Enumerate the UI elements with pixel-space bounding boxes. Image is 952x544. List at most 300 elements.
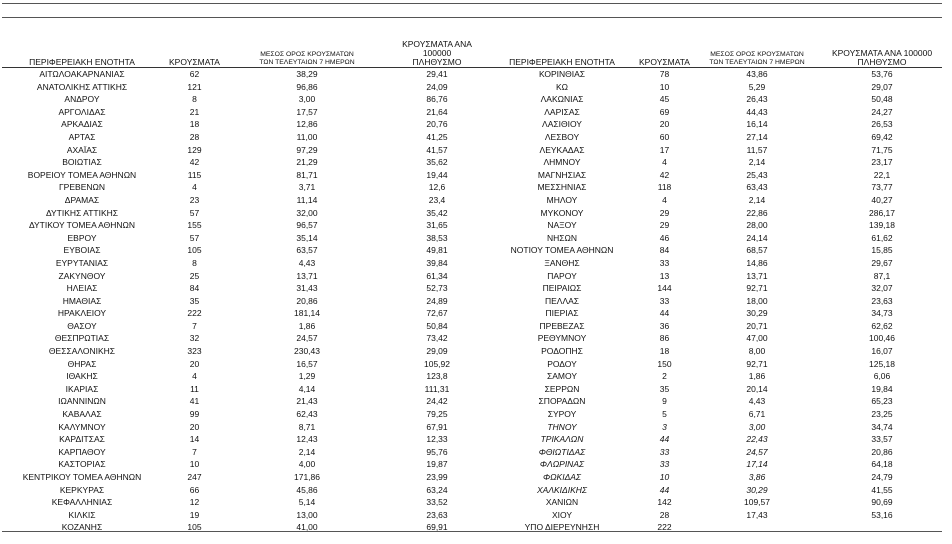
right-avg-7day-value: 92,71: [746, 358, 768, 369]
left-region-name: ΗΛΕΙΑΣ: [66, 283, 98, 294]
right-cases-value: 33: [659, 459, 670, 470]
left-avg-7day-value: 13,00: [296, 509, 318, 520]
table-row: [2, 131, 942, 144]
left-cases-value: 105: [187, 522, 202, 533]
right-avg-7day-value: [692, 521, 822, 534]
left-rate-per-100k-value: 52,73: [426, 283, 448, 294]
left-region-name: ΑΡΓΟΛΙΔΑΣ: [58, 106, 106, 117]
right-cases-value: 4: [662, 194, 667, 205]
right-region-name: ΛΑΚΩΝΙΑΣ: [540, 94, 584, 105]
right-cases-value: 44: [659, 434, 670, 445]
left-rate-per-100k-value: 38,53: [426, 232, 448, 243]
left-rate-per-100k-value: 63,24: [426, 484, 448, 495]
left-region-name: ΔΥΤΙΚΟΥ ΤΟΜΕΑ ΑΘΗΝΩΝ: [28, 220, 136, 231]
header-avg-line1: ΜΕΣΟΣ ΟΡΟΣ ΚΡΟΥΣΜΑΤΩΝ: [260, 51, 354, 58]
left-rate-per-100k-value: 31,65: [426, 220, 448, 231]
right-region-name: ΚΟΡΙΝΘΙΑΣ: [538, 69, 586, 79]
left-avg-7day-value: 24,57: [296, 333, 318, 344]
left-avg-7day-value: 13,71: [296, 270, 318, 281]
left-rate-per-100k-value: 39,84: [426, 257, 448, 268]
right-cases-value: 44: [659, 484, 670, 495]
right-region-name: ΛΑΣΙΘΙΟΥ: [542, 119, 582, 130]
header-region: ΠΕΡΙΦΕΡΕΙΑΚΗ ΕΝΟΤΗΤΑ: [2, 40, 162, 68]
table-row: [2, 232, 942, 245]
header-region-right: ΠΕΡΙΦΕΡΕΙΑΚΗ ΕΝΟΤΗΤΑ: [487, 40, 637, 68]
right-cases-value: 35: [659, 383, 670, 394]
right-rate-per-100k-value: 24,79: [871, 472, 893, 482]
right-cases-value: 144: [657, 283, 672, 294]
right-cases-value: 46: [659, 232, 670, 243]
right-avg-7day-value: 30,29: [746, 484, 768, 495]
right-cases-value: 29: [659, 207, 670, 218]
right-avg-7day-value: 3,00: [748, 421, 766, 432]
right-rate-per-100k-value: 32,07: [871, 283, 893, 294]
right-rate-per-100k-value: 62,62: [871, 320, 893, 331]
left-rate-per-100k-value: 50,84: [426, 320, 448, 331]
right-region-name: ΠΡΕΒΕΖΑΣ: [539, 320, 585, 331]
right-rate-per-100k-value: 6,06: [873, 371, 891, 382]
left-cases-value: 7: [192, 320, 197, 331]
table-row: [2, 144, 942, 157]
right-cases-value: 9: [662, 396, 667, 407]
left-cases-value: 23: [189, 194, 200, 205]
left-region-name: ΕΒΡΟΥ: [67, 232, 97, 243]
left-cases-value: 247: [187, 472, 202, 482]
left-cases-value: 4: [192, 371, 197, 382]
left-cases-value: 32: [189, 333, 200, 344]
left-avg-7day-value: 5,14: [298, 497, 316, 508]
left-region-name: ΚΑΒΑΛΑΣ: [62, 409, 102, 420]
left-region-name: ΘΕΣΣΑΛΟΝΙΚΗΣ: [48, 346, 116, 357]
right-region-name: ΣΥΡΟΥ: [547, 409, 577, 420]
right-avg-7day-value: 109,57: [744, 497, 770, 508]
right-region-name: ΡΟΔΟΥ: [547, 358, 577, 369]
table-row: [2, 282, 942, 295]
left-region-name: ΕΥΒΟΙΑΣ: [63, 245, 101, 256]
left-cases-value: 57: [189, 232, 200, 243]
left-region-name: ΖΑΚΥΝΘΟΥ: [58, 270, 106, 281]
table-row: [2, 370, 942, 383]
left-rate-per-100k-value: 105,92: [424, 358, 450, 369]
right-avg-7day-value: 14,86: [746, 257, 768, 268]
left-cases-value: 41: [189, 396, 200, 407]
table-row: [2, 332, 942, 345]
header-rate-line2: ΠΛΗΘΥΣΜΟ: [412, 57, 462, 67]
right-cases-value: 3: [662, 421, 667, 432]
left-rate-per-100k-value: 24,42: [426, 396, 448, 407]
right-region-name: ΧΑΛΚΙΔΙΚΗΣ: [536, 484, 587, 495]
right-avg-7day-value: 6,71: [748, 409, 766, 420]
right-region-name: ΝΟΤΙΟΥ ΤΟΜΕΑ ΑΘΗΝΩΝ: [510, 245, 614, 256]
header-rate-line1-right: ΚΡΟΥΣΜΑΤΑ ΑΝΑ 100000: [831, 48, 933, 58]
right-rate-per-100k-value: 33,57: [871, 434, 893, 445]
left-rate-per-100k-value: 19,44: [426, 169, 448, 180]
right-rate-per-100k-value: 20,86: [871, 446, 893, 457]
right-avg-7day-value: 43,86: [746, 69, 768, 79]
left-avg-7day-value: 41,00: [296, 522, 318, 533]
header-cases: ΚΡΟΥΣΜΑΤΑ: [162, 40, 227, 68]
table-row: [2, 156, 942, 169]
left-avg-7day-value: 45,86: [296, 484, 318, 495]
right-region-name: ΧΙΟΥ: [551, 509, 573, 520]
left-region-name: ΙΩΑΝΝΙΝΩΝ: [58, 396, 106, 407]
table-row: [2, 395, 942, 408]
left-avg-7day-value: 4,43: [298, 257, 316, 268]
left-rate-per-100k-value: 12,33: [426, 434, 448, 445]
right-cases-value: 60: [659, 131, 670, 142]
table-row: [2, 244, 942, 257]
table-row: [2, 345, 942, 358]
left-avg-7day-value: 3,00: [298, 94, 316, 105]
left-cases-value: 35: [189, 295, 200, 306]
right-rate-per-100k-value: 73,77: [871, 182, 893, 193]
right-cases-value: 5: [662, 409, 667, 420]
left-avg-7day-value: 35,14: [296, 232, 318, 243]
table-row: [2, 219, 942, 232]
right-region-name: ΤΡΙΚΑΛΩΝ: [540, 434, 584, 445]
right-cases-value: 44: [659, 308, 670, 319]
right-cases-value: 42: [659, 169, 670, 180]
left-cases-value: 12: [189, 497, 200, 508]
right-avg-7day-value: 8,00: [748, 346, 766, 357]
left-region-name: ΚΑΣΤΟΡΙΑΣ: [58, 459, 106, 470]
left-avg-7day-value: 81,71: [296, 169, 318, 180]
right-avg-7day-value: 2,14: [748, 157, 766, 168]
left-avg-7day-value: 38,29: [296, 69, 318, 79]
right-avg-7day-value: 25,43: [746, 169, 768, 180]
left-region-name: ΓΡΕΒΕΝΩΝ: [59, 182, 105, 193]
left-region-name: ΑΝΔΡΟΥ: [64, 94, 100, 105]
left-avg-7day-value: 63,57: [296, 245, 318, 256]
table-row: [2, 509, 942, 522]
left-rate-per-100k-value: 69,91: [426, 522, 448, 533]
header-avg: [227, 40, 387, 68]
right-cases-value: 10: [659, 81, 670, 92]
right-avg-7day-value: 22,43: [746, 434, 768, 445]
right-region-name: ΝΑΞΟΥ: [547, 220, 577, 231]
table-row: [2, 433, 942, 446]
right-region-name: ΜΕΣΣΗΝΙΑΣ: [537, 182, 587, 193]
left-rate-per-100k-value: 24,89: [426, 295, 448, 306]
left-rate-per-100k-value: 72,67: [426, 308, 448, 319]
left-region-name: ΙΘΑΚΗΣ: [66, 371, 98, 382]
left-cases-value: 222: [187, 308, 202, 319]
table-row: [2, 307, 942, 320]
left-cases-value: 121: [187, 81, 202, 92]
left-cases-value: 18: [189, 119, 200, 130]
right-cases-value: 17: [659, 144, 670, 155]
right-cases-value: 86: [659, 333, 670, 344]
right-rate-per-100k-value: 23,63: [871, 295, 893, 306]
table-row: [2, 181, 942, 194]
right-region-name: ΦΘΙΩΤΙΔΑΣ: [538, 446, 586, 457]
header-rate-right: [822, 40, 942, 68]
table-row: [2, 458, 942, 471]
table-row: [2, 118, 942, 131]
header-rate-line1: ΚΡΟΥΣΜΑΤΑ ΑΝΑ 100000: [402, 39, 472, 58]
left-cases-value: 66: [189, 484, 200, 495]
left-avg-7day-value: 32,00: [296, 207, 318, 218]
right-region-name: ΡΕΘΥΜΝΟΥ: [537, 333, 587, 344]
right-rate-per-100k-value: 65,23: [871, 396, 893, 407]
left-region-name: ΑΙΤΩΛΟΑΚΑΡΝΑΝΙΑΣ: [39, 69, 125, 79]
right-cases-value: 36: [659, 320, 670, 331]
right-avg-7day-value: 44,43: [746, 106, 768, 117]
right-region-name: ΤΗΝΟΥ: [547, 421, 577, 432]
right-cases-value: 222: [657, 522, 672, 533]
left-cases-value: 11: [190, 383, 199, 394]
left-rate-per-100k-value: 73,42: [426, 333, 448, 344]
table-row: [2, 471, 942, 484]
right-rate-per-100k-value: 29,07: [871, 81, 893, 92]
right-cases-value: 84: [659, 245, 670, 256]
right-avg-7day-value: 17,14: [746, 459, 768, 470]
header-avg-right: [692, 40, 822, 68]
left-rate-per-100k-value: 23,63: [426, 509, 448, 520]
table-row: [2, 521, 942, 534]
right-avg-7day-value: 1,86: [748, 371, 766, 382]
left-cases-value: 8: [192, 257, 197, 268]
table-row: [2, 383, 942, 396]
left-region-name: ΔΥΤΙΚΗΣ ΑΤΤΙΚΗΣ: [45, 207, 119, 218]
left-region-name: ΚΙΛΚΙΣ: [68, 509, 96, 520]
right-region-name: ΣΕΡΡΩΝ: [544, 383, 580, 394]
right-cases-value: 150: [657, 358, 672, 369]
left-rate-per-100k-value: 49,81: [426, 245, 448, 256]
right-region-name: ΠΙΕΡΙΑΣ: [545, 308, 579, 319]
table-row: [2, 408, 942, 421]
left-region-name: ΘΑΣΟΥ: [67, 320, 97, 331]
right-cases-value: 142: [657, 497, 672, 508]
left-cases-value: 84: [189, 283, 200, 294]
header-avg-line2-right: ΤΩΝ ΤΕΛΕΥΤΑΙΩΝ 7 ΗΜΕΡΩΝ: [709, 59, 805, 66]
left-avg-7day-value: 2,14: [298, 446, 316, 457]
right-avg-7day-value: 92,71: [746, 283, 768, 294]
left-cases-value: 8: [192, 94, 197, 105]
right-rate-per-100k-value: 26,53: [871, 119, 893, 130]
left-rate-per-100k-value: 79,25: [426, 409, 448, 420]
right-region-name: ΜΗΛΟΥ: [546, 194, 578, 205]
left-cases-value: 19: [189, 509, 200, 520]
left-rate-per-100k-value: 95,76: [426, 446, 448, 457]
right-rate-per-100k-value: 64,18: [871, 459, 893, 470]
right-region-name: ΦΩΚΙΔΑΣ: [542, 472, 582, 482]
right-region-name: ΛΑΡΙΣΑΣ: [544, 106, 580, 117]
right-region-name: ΦΛΩΡΙΝΑΣ: [539, 459, 585, 470]
left-rate-per-100k-value: 19,87: [426, 459, 448, 470]
table-row: [2, 421, 942, 434]
right-rate-per-100k-value: 53,76: [871, 69, 893, 79]
left-cases-value: 28: [189, 131, 200, 142]
left-region-name: ΗΜΑΘΙΑΣ: [62, 295, 102, 306]
left-rate-per-100k-value: 35,62: [426, 157, 448, 168]
right-rate-per-100k-value: 34,74: [871, 421, 893, 432]
right-avg-7day-value: 22,86: [746, 207, 768, 218]
left-avg-7day-value: 4,14: [298, 383, 316, 394]
right-cases-value: 29: [659, 220, 670, 231]
right-rate-per-100k-value: 286,17: [869, 207, 895, 218]
right-avg-7day-value: 20,14: [746, 383, 768, 394]
left-region-name: ΕΥΡΥΤΑΝΙΑΣ: [55, 257, 109, 268]
left-region-name: ΚΟΖΑΝΗΣ: [61, 522, 103, 533]
right-cases-value: 2: [662, 371, 667, 382]
table-row: [2, 257, 942, 270]
left-avg-7day-value: 171,86: [294, 472, 320, 482]
right-region-name: ΣΠΟΡΑΔΩΝ: [538, 396, 586, 407]
right-rate-per-100k-value: 16,07: [871, 346, 893, 357]
left-rate-per-100k-value: 23,4: [428, 194, 446, 205]
right-avg-7day-value: 18,00: [746, 295, 768, 306]
left-region-name: ΑΝΑΤΟΛΙΚΗΣ ΑΤΤΙΚΗΣ: [36, 81, 128, 92]
right-rate-per-100k-value: 29,67: [871, 257, 893, 268]
left-avg-7day-value: 16,57: [296, 358, 318, 369]
header-rate-line2-right: ΠΛΗΘΥΣΜΟ: [857, 57, 907, 67]
table-row: [2, 320, 942, 333]
left-rate-per-100k-value: 20,76: [426, 119, 448, 130]
left-rate-per-100k-value: 67,91: [426, 421, 448, 432]
table-row: [2, 106, 942, 119]
right-rate-per-100k-value: 23,25: [871, 409, 893, 420]
left-rate-per-100k-value: 111,31: [424, 383, 450, 394]
right-cases-value: 45: [659, 94, 670, 105]
right-region-name: ΞΑΝΘΗΣ: [544, 257, 580, 268]
left-cases-value: 129: [187, 144, 202, 155]
right-region-name: ΣΑΜΟΥ: [546, 371, 577, 382]
right-cases-value: 13: [659, 270, 670, 281]
header-avg-line1-right: ΜΕΣΟΣ ΟΡΟΣ ΚΡΟΥΣΜΑΤΩΝ: [710, 51, 804, 58]
right-cases-value: 18: [659, 346, 670, 357]
right-rate-per-100k-value: 19,84: [871, 383, 893, 394]
right-avg-7day-value: 17,43: [746, 509, 768, 520]
left-rate-per-100k-value: 21,64: [426, 106, 448, 117]
right-avg-7day-value: 5,29: [748, 81, 766, 92]
left-avg-7day-value: 230,43: [294, 346, 320, 357]
right-cases-value: 33: [659, 257, 670, 268]
right-avg-7day-value: 30,29: [746, 308, 768, 319]
right-region-name: ΛΕΣΒΟΥ: [544, 131, 580, 142]
left-avg-7day-value: 96,86: [296, 81, 318, 92]
left-cases-value: 7: [192, 446, 197, 457]
left-cases-value: 4: [192, 182, 197, 193]
left-region-name: ΑΡΤΑΣ: [68, 131, 96, 142]
right-rate-per-100k-value: 24,27: [871, 106, 893, 117]
right-rate-per-100k-value: 61,62: [871, 232, 893, 243]
left-avg-7day-value: 31,43: [296, 283, 318, 294]
left-avg-7day-value: 1,29: [298, 371, 316, 382]
left-region-name: ΚΑΡΠΑΘΟΥ: [58, 446, 106, 457]
right-cases-value: 10: [659, 472, 670, 482]
right-rate-per-100k-value: 23,17: [871, 157, 893, 168]
right-region-name: ΜΑΓΝΗΣΙΑΣ: [537, 169, 587, 180]
right-rate-per-100k-value: 139,18: [869, 220, 895, 231]
table-row: [2, 295, 942, 308]
left-region-name: ΔΡΑΜΑΣ: [64, 194, 100, 205]
right-avg-7day-value: 4,43: [748, 396, 766, 407]
left-avg-7day-value: 97,29: [296, 144, 318, 155]
left-region-name: ΒΟΙΩΤΙΑΣ: [62, 157, 102, 168]
right-cases-value: 78: [659, 69, 670, 79]
right-rate-per-100k-value: 15,85: [871, 245, 893, 256]
left-region-name: ΙΚΑΡΙΑΣ: [65, 383, 99, 394]
table-row: [2, 81, 942, 94]
table-row: [2, 446, 942, 459]
left-region-name: ΗΡΑΚΛΕΙΟΥ: [57, 308, 107, 319]
right-rate-per-100k-value: 100,46: [869, 333, 895, 344]
left-rate-per-100k-value: 24,09: [426, 81, 448, 92]
left-rate-per-100k-value: 29,09: [426, 346, 448, 357]
right-avg-7day-value: 20,71: [746, 320, 768, 331]
left-cases-value: 21: [189, 106, 200, 117]
right-region-name: ΛΗΜΝΟΥ: [543, 157, 581, 168]
left-rate-per-100k-value: 33,52: [426, 497, 448, 508]
right-avg-7day-value: 11,57: [746, 144, 768, 155]
table-row: [2, 93, 942, 106]
left-rate-per-100k-value: 86,76: [426, 94, 448, 105]
left-cases-value: 14: [189, 434, 200, 445]
right-avg-7day-value: 68,57: [746, 245, 768, 256]
right-rate-per-100k-value: 69,42: [871, 131, 893, 142]
left-cases-value: 20: [189, 421, 200, 432]
left-region-name: ΚΕΦΑΛΛΗΝΙΑΣ: [51, 497, 113, 508]
right-rate-per-100k-value: 71,75: [871, 144, 893, 155]
right-rate-per-100k-value: 34,73: [871, 308, 893, 319]
right-avg-7day-value: 16,14: [746, 119, 768, 130]
right-avg-7day-value: 63,43: [746, 182, 768, 193]
header-cases-right: ΚΡΟΥΣΜΑΤΑ: [637, 40, 692, 68]
right-avg-7day-value: 3,86: [748, 472, 766, 482]
right-avg-7day-value: 2,14: [748, 194, 766, 205]
left-rate-per-100k-value: 23,99: [426, 472, 448, 482]
left-cases-value: 25: [189, 270, 200, 281]
right-region-name: ΠΕΛΛΑΣ: [544, 295, 580, 306]
left-avg-7day-value: 17,57: [296, 106, 318, 117]
left-cases-value: 62: [189, 69, 200, 79]
right-avg-7day-value: 24,14: [746, 232, 768, 243]
left-region-name: ΑΧΑΪΑΣ: [66, 144, 98, 155]
left-cases-value: 115: [187, 169, 202, 180]
left-cases-value: 20: [189, 358, 200, 369]
left-cases-value: 42: [189, 157, 200, 168]
table-body: [2, 68, 942, 534]
right-region-name: ΚΩ: [555, 81, 569, 92]
right-avg-7day-value: 28,00: [746, 220, 768, 231]
top-rule-2: [2, 17, 942, 18]
right-rate-per-100k-value: 41,55: [871, 484, 893, 495]
left-avg-7day-value: 1,86: [298, 320, 316, 331]
left-avg-7day-value: 62,43: [296, 409, 318, 420]
right-rate-per-100k-value: 87,1: [873, 270, 891, 281]
left-region-name: ΒΟΡΕΙΟΥ ΤΟΜΕΑ ΑΘΗΝΩΝ: [27, 169, 137, 180]
table-row: [2, 496, 942, 509]
right-cases-value: 4: [662, 157, 667, 168]
table-row: [2, 270, 942, 283]
table-row: [2, 207, 942, 220]
right-rate-per-100k-value: 90,69: [871, 497, 893, 508]
right-rate-per-100k-value: 53,16: [871, 509, 893, 520]
right-rate-per-100k-value: 22,1: [873, 169, 891, 180]
right-rate-per-100k-value: 50,48: [871, 94, 893, 105]
left-cases-value: 57: [189, 207, 200, 218]
left-rate-per-100k-value: 29,41: [426, 69, 448, 79]
right-cases-value: 28: [659, 509, 670, 520]
left-rate-per-100k-value: 12,6: [428, 182, 446, 193]
left-rate-per-100k-value: 35,42: [426, 207, 448, 218]
left-avg-7day-value: 21,29: [296, 157, 318, 168]
left-region-name: ΚΑΡΔΙΤΣΑΣ: [59, 434, 105, 445]
right-avg-7day-value: 13,71: [746, 270, 768, 281]
left-avg-7day-value: 96,57: [296, 220, 318, 231]
bottom-rule: [2, 531, 942, 532]
